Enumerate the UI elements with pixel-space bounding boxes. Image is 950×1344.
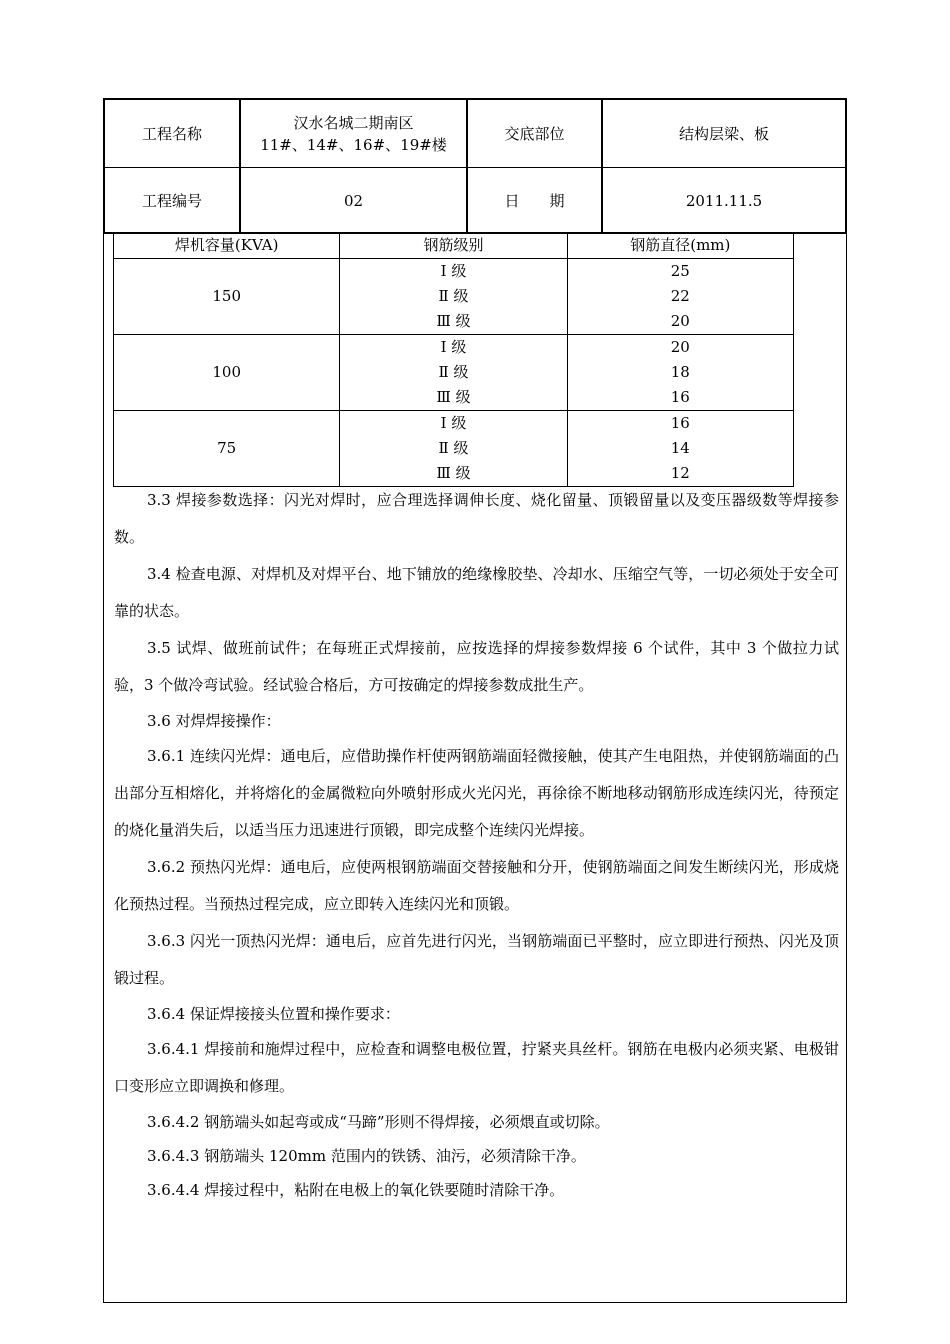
procedure-text [114,482,839,1207]
paragraph-3-6-2: 3.6.2 预热闪光焊：通电后，应使两根钢筋端面交替接触和分开，使钢筋端面之间发生断续闪光，形成烧化预热过程。当预热过程完成，应立即转入连续闪光和顶锻。 [114,858,839,913]
diameter-value: 20 [670,338,690,356]
grade-value: Ⅲ 级 [436,312,471,330]
capacity-cell: 100 [114,335,340,411]
column-header-capacity: 焊机容量(KVA) [114,233,340,259]
grade-value: Ⅲ 级 [436,464,471,482]
diameter-value: 25 [670,262,690,280]
paragraph-3-6-4-4: 3.6.4.4 焊接过程中，粘附在电极上的氧化铁要随时清除干净。 [147,1181,565,1199]
paragraph-3-6-4-3: 3.6.4.3 钢筋端头 120mm 范围内的铁锈、油污，必须清除干净。 [147,1147,586,1165]
diameter-cell [567,259,793,335]
table-row [114,335,794,411]
project-name-line-2: 11#、14#、16#、19#楼 [260,135,447,154]
paragraph-3-5: 3.5 试焊、做班前试件；在每班正式焊接前，应按选择的焊接参数焊接 6 个试件，其中 3 个做拉力试验，3 个做冷弯试验。经试验合格后，方可按确定的焊接参数成批生产。 [114,639,839,694]
grade-value: Ⅰ 级 [440,338,467,356]
diameter-value: 16 [670,388,690,406]
table-row [114,259,794,335]
grade-value: Ⅰ 级 [440,262,467,280]
paragraph-3-6-4-1: 3.6.4.1 焊接前和施焊过程中，应检查和调整电极位置，拧紧夹具丝杆。钢筋在电极内必须夹紧、电极钳口变形应立即调换和修理。 [114,1040,839,1095]
content-frame [103,232,847,1303]
header-table [103,98,847,234]
grade-value: Ⅱ 级 [438,363,469,381]
capacity-cell: 150 [114,259,340,335]
date-label: 日 期 [468,167,603,234]
diameter-value: 16 [670,414,690,432]
paragraph-3-4: 3.4 检查电源、对焊机及对焊平台、地下铺放的绝缘橡胶垫、冷却水、压缩空气等，一切必须处于安全可靠的状态。 [114,565,839,620]
grade-cell [340,335,567,411]
diameter-cell [567,411,793,487]
project-name-value [241,100,468,167]
column-header-grade: 钢筋级别 [340,233,567,259]
header-row-2 [105,167,845,234]
diameter-value: 14 [670,439,690,457]
paragraph-3-6: 3.6 对焊焊接操作： [147,712,281,730]
diameter-value: 12 [670,464,690,482]
paragraph-3-6-1: 3.6.1 连续闪光焊：通电后，应借助操作杆使两钢筋端面轻微接触，使其产生电阻热，并使钢筋端面的凸出部分互相熔化，并将熔化的金属微粒向外喷射形成火光闪光，再徐徐不断地移动钢筋形成连续闪光，待预定的烧化量消失后，以适当压力迅速进行顶锻，即完成整个连续闪光焊接。 [114,747,839,839]
header-row-1 [105,100,845,168]
grade-value: Ⅱ 级 [438,439,469,457]
project-name-label: 工程名称 [105,100,241,167]
diameter-value: 20 [670,312,690,330]
column-header-diameter: 钢筋直径(mm) [567,233,793,259]
grade-value: Ⅱ 级 [438,287,469,305]
diameter-cell [567,335,793,411]
grade-value: Ⅲ 级 [436,388,471,406]
table-header-row [114,233,794,259]
paragraph-3-6-3: 3.6.3 闪光一顶热闪光焊：通电后，应首先进行闪光，当钢筋端面已平整时，应立即进行预热、闪光及顶锻过程。 [114,932,839,987]
diameter-value: 18 [670,363,690,381]
welder-capacity-table [113,232,794,487]
paragraph-3-6-4-2: 3.6.4.2 钢筋端头如起弯或成“马蹄”形则不得焊接，必须煨直或切除。 [147,1113,610,1131]
project-name-line-1: 汉水名城二期南区 [293,113,414,132]
paragraph-3-3: 3.3 焊接参数选择：闪光对焊时，应合理选择调伸长度、烧化留量、顶锻留量以及变压器级数等焊接参数。 [114,491,839,546]
project-number-label: 工程编号 [105,167,241,234]
diameter-value: 22 [670,287,690,305]
capacity-cell: 75 [114,411,340,487]
grade-cell [340,411,567,487]
date-value: 2011.11.5 [685,191,763,210]
grade-cell [340,259,567,335]
paragraph-3-6-4: 3.6.4 保证焊接接头位置和操作要求： [147,1005,400,1023]
table-row [114,411,794,487]
disclosure-part-label: 交底部位 [468,100,603,167]
project-number-value: 02 [241,167,468,234]
grade-value: Ⅰ 级 [440,414,467,432]
disclosure-part-value: 结构层梁、板 [678,124,769,143]
